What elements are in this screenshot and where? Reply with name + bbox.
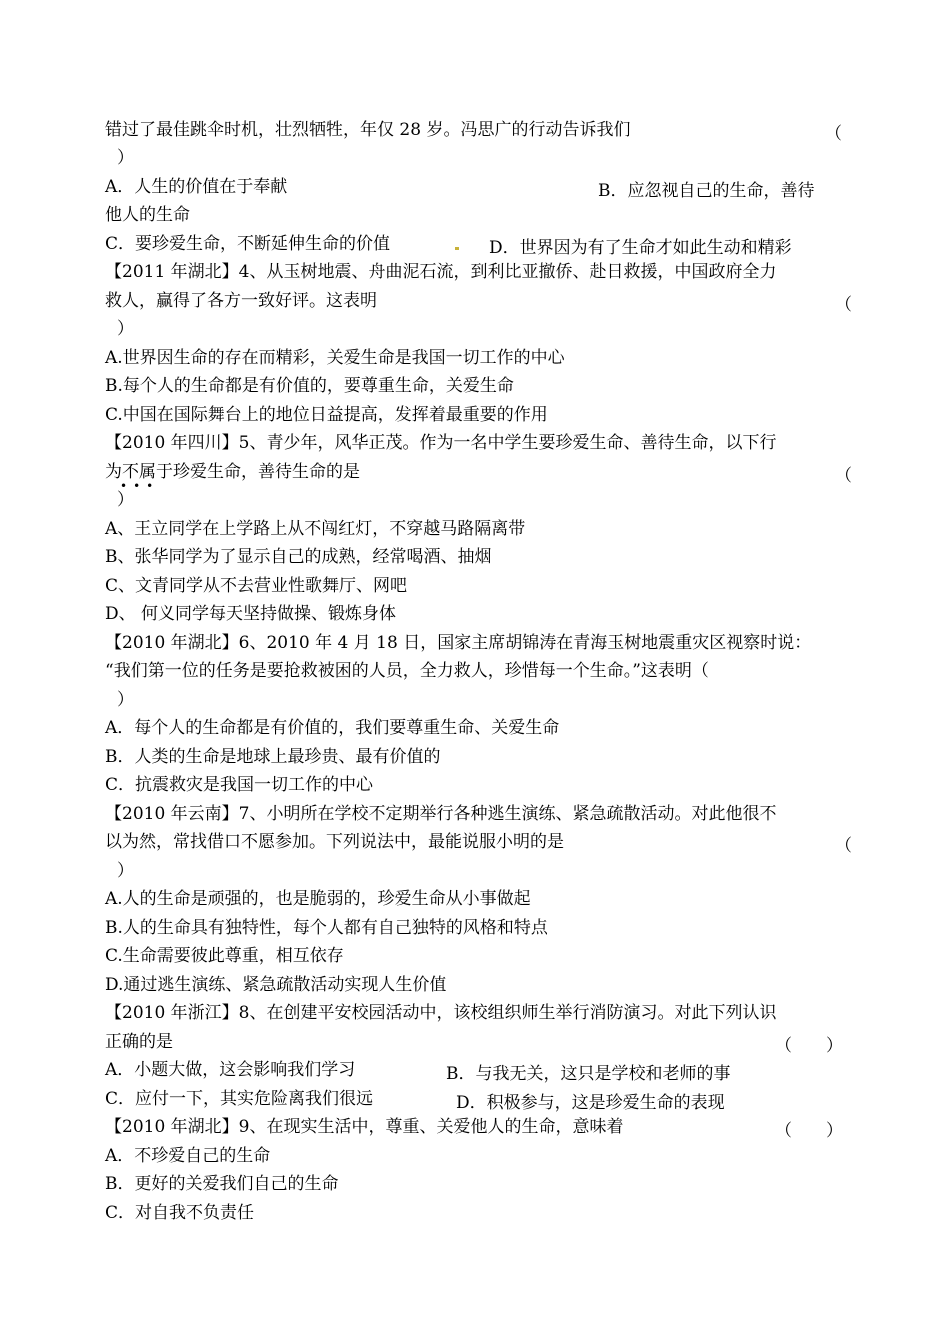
option-b: B、张华同学为了显示自己的成熟，经常喝酒、抽烟 — [105, 547, 492, 567]
option-a: A．人生的价值在于奉献 — [105, 177, 288, 197]
option-c: C.中国在国际舞台上的地位日益提高，发挥着最重要的作用 — [105, 405, 548, 425]
question-8: 【2010 年浙江】8、在创建平安校园活动中，该校组织师生举行消防演习。对此下列认识 — [105, 1003, 777, 1023]
answer-paren: （ ） — [775, 1121, 843, 1141]
option-c: C、文青同学从不去营业性歌舞厅、网吧 — [105, 576, 408, 596]
emphasis-dots: ••• — [120, 479, 160, 493]
question-6: 【2010 年湖北】6、2010 年 4 月 18 日，国家主席胡锦涛在青海玉树地震重灾区视察时说： — [105, 633, 812, 653]
answer-paren: （ — [835, 295, 852, 315]
text-line: “我们第一位的任务是要抢救被困的人员，全力救人，珍惜每一个生命。”这表明（ — [105, 661, 709, 681]
text-line: 救人，赢得了各方一致好评。这表明 — [105, 291, 377, 311]
option-a: A．每个人的生命都是有价值的，我们要尊重生命、关爱生命 — [105, 718, 560, 738]
option-b: B．人类的生命是地球上最珍贵、最有价值的 — [105, 747, 441, 767]
text-line: 错过了最佳跳伞时机，壮烈牺牲，年仅 28 岁。冯思广的行动告诉我们 — [105, 120, 631, 140]
text-line: 正确的是 — [105, 1032, 173, 1052]
text-line: ） — [117, 319, 134, 339]
question-4: 【2011 年湖北】4、从玉树地震、舟曲泥石流，到利比亚撤侨、赴日救援，中国政府全力 — [105, 262, 777, 282]
option-c: C．抗震救灾是我国一切工作的中心 — [105, 775, 374, 795]
option-b: B．与我无关，这只是学校和老师的事 — [446, 1064, 731, 1084]
question-5: 【2010 年四川】5、青少年，风华正茂。作为一名中学生要珍爱生命、善待生命，以下行 — [105, 433, 777, 453]
option-b: B．更好的关爱我们自己的生命 — [105, 1174, 339, 1194]
option-c: C．对自我不负责任 — [105, 1203, 255, 1223]
option-b: B.每个人的生命都是有价值的，要尊重生命，关爱生命 — [105, 376, 514, 396]
question-9: 【2010 年湖北】9、在现实生活中，尊重、关爱他人的生命，意味着 — [105, 1117, 624, 1137]
option-a: A．小题大做，这会影响我们学习 — [105, 1060, 356, 1080]
text-line: ） — [117, 490, 134, 510]
option-a: A.人的生命是顽强的，也是脆弱的，珍爱生命从小事做起 — [105, 889, 531, 909]
text-line: 以为然，常找借口不愿参加。下列说法中，最能说服小明的是 — [105, 832, 564, 852]
answer-paren: （ — [835, 836, 852, 856]
question-7: 【2010 年云南】7、小明所在学校不定期举行各种逃生演练、紧急疏散活动。对此他很不 — [105, 804, 777, 824]
option-b: B.人的生命具有独特性，每个人都有自己独特的风格和特点 — [105, 918, 548, 938]
answer-paren: （ — [835, 466, 852, 486]
option-c: C．应付一下，其实危险离我们很远 — [105, 1089, 374, 1109]
text-line: ） — [117, 690, 134, 710]
option-a: A．不珍爱自己的生命 — [105, 1146, 271, 1166]
option-d: D．积极参与，这是珍爱生命的表现 — [456, 1093, 725, 1113]
option-d: D.通过逃生演练、紧急疏散活动实现人生价值 — [105, 975, 447, 995]
text-line: ） — [117, 148, 134, 168]
option-d: D．世界因为有了生命才如此生动和精彩 — [489, 238, 792, 258]
text-line: 他人的生命 — [105, 205, 190, 225]
option-a: A、王立同学在上学路上从不闯红灯，不穿越马路隔离带 — [105, 519, 526, 539]
answer-paren: （ ） — [775, 1036, 843, 1056]
option-c: C．要珍爱生命，不断延伸生命的价值 — [105, 234, 391, 254]
option-d: D、 何义同学每天坚持做操、锻炼身体 — [105, 604, 397, 624]
option-c: C.生命需要彼此尊重，相互依存 — [105, 946, 344, 966]
answer-paren: （ — [825, 124, 842, 144]
text-line: ） — [117, 861, 134, 881]
stray-mark — [455, 247, 459, 250]
text-line: 为不属于珍爱生命，善待生命的是 — [105, 462, 360, 482]
option-b: B．应忽视自己的生命，善待 — [598, 181, 815, 201]
option-a: A.世界因生命的存在而精彩，关爱生命是我国一切工作的中心 — [105, 348, 565, 368]
